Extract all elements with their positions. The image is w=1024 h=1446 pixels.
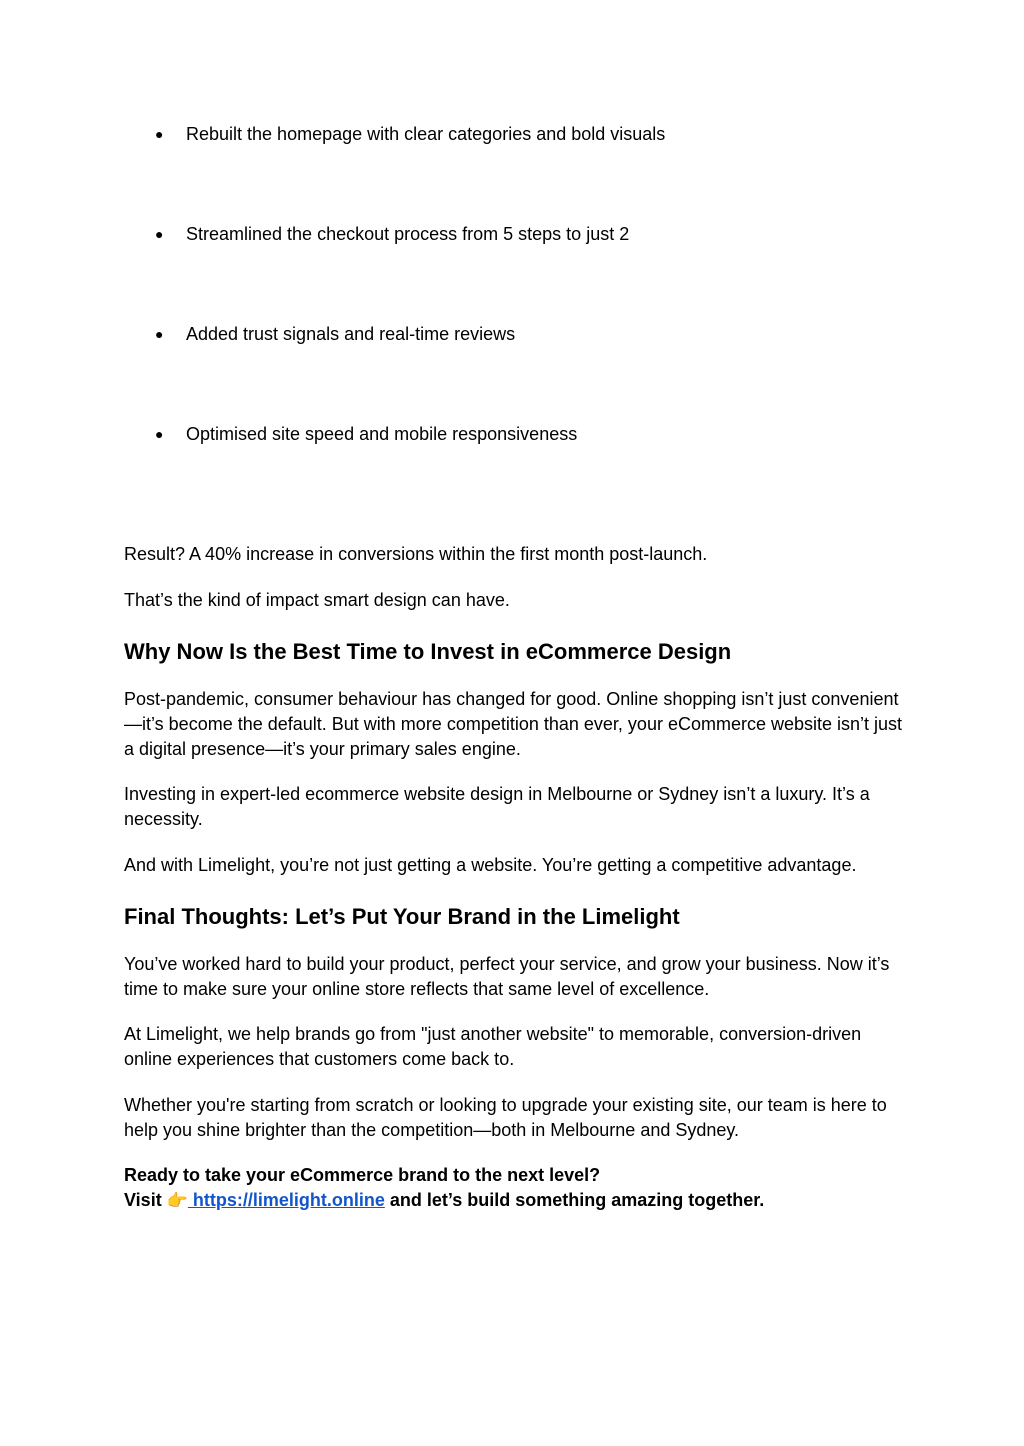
cta-visit-line — [124, 1188, 914, 1213]
bullet-icon: ● — [155, 226, 164, 242]
call-to-action — [124, 1163, 914, 1213]
why-paragraph-2: Investing in expert-led ecommerce website design in Melbourne or Sydney isn’t a luxury. It’s a necessity. — [124, 784, 870, 829]
section-heading-why-now: Why Now Is the Best Time to Invest in eCommerce Design — [124, 639, 732, 664]
list-item — [0, 421, 1024, 447]
bullet-icon: ● — [155, 126, 164, 142]
final-paragraph-3: Whether you're starting from scratch or looking to upgrade your existing site, our team is here to help you shine brighter than the competition—both in Melbourne and Sydney. — [124, 1095, 887, 1140]
list-item — [0, 221, 1024, 247]
pointing-hand-icon: 👉 — [166, 1191, 188, 1210]
bullet-text: Rebuilt the homepage with clear categories and bold visuals — [186, 124, 666, 144]
cta-tail-text: and let’s build something amazing together. — [384, 1190, 765, 1210]
final-paragraph-2: At Limelight, we help brands go from "just another website" to memorable, conversion-driven online experiences that customers come back to. — [124, 1024, 862, 1069]
cta-visit-label: Visit — [124, 1190, 162, 1210]
result-paragraph: Result? A 40% increase in conversions within the first month post-launch. — [124, 544, 708, 564]
why-paragraph-3: And with Limelight, you’re not just getting a website. You’re getting a competitive advantage. — [124, 855, 857, 875]
cta-question: Ready to take your eCommerce brand to the next level? — [124, 1165, 601, 1185]
bullet-text: Streamlined the checkout process from 5 steps to just 2 — [186, 224, 630, 244]
list-item — [0, 121, 1024, 147]
final-paragraph-1: You’ve worked hard to build your product, perfect your service, and grow your business. Now it’s time to make sure your online store reflects that same level of excellence. — [124, 954, 890, 999]
section-heading-final-thoughts: Final Thoughts: Let’s Put Your Brand in the Limelight — [124, 904, 680, 929]
bullet-text: Optimised site speed and mobile responsiveness — [186, 424, 578, 444]
bullet-text: Added trust signals and real-time reviews — [186, 324, 516, 344]
bullet-icon: ● — [155, 426, 164, 442]
why-paragraph-1: Post-pandemic, consumer behaviour has changed for good. Online shopping isn’t just convenient—it’s become the default. But with more competition than ever, your eCommerce website isn’t just a digital presence—it’s your primary sales engine. — [124, 689, 903, 759]
website-link[interactable]: https://limelight.online — [187, 1190, 385, 1210]
bullet-icon: ● — [155, 326, 164, 342]
list-item — [0, 321, 1024, 347]
impact-paragraph: That’s the kind of impact smart design can have. — [124, 590, 510, 610]
